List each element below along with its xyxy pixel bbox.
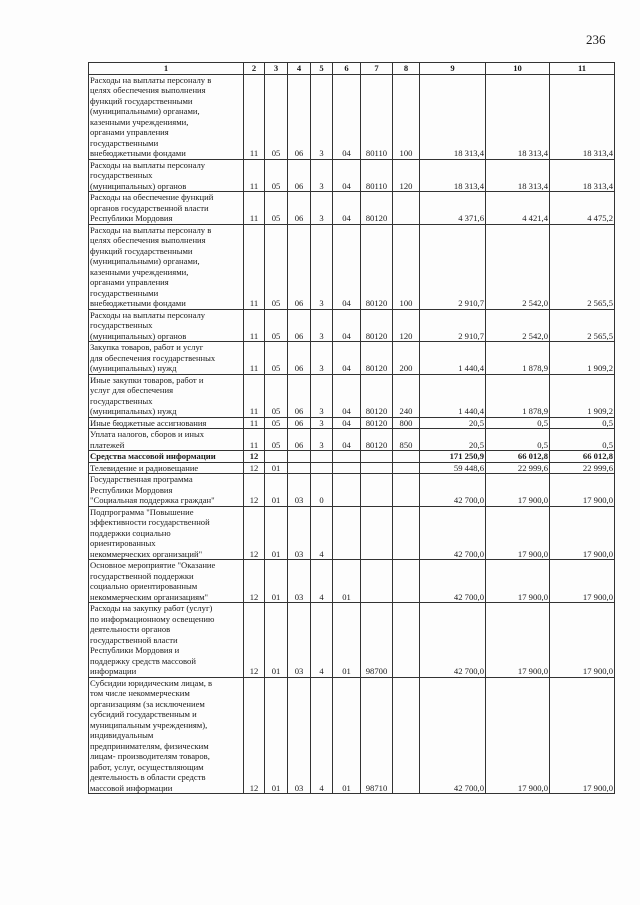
cell-col-11: 18 313,4 — [550, 159, 615, 192]
table-row — [89, 603, 615, 678]
cell-col-9: 59 448,6 — [420, 462, 486, 474]
cell-col-7 — [361, 451, 393, 463]
cell-col-8 — [393, 506, 420, 560]
cell-col-4 — [288, 451, 311, 463]
cell-col-5: 3 — [311, 74, 333, 159]
cell-col-11: 0,5 — [550, 429, 615, 451]
cell-col-10: 4 421,4 — [486, 192, 550, 225]
row-name: Расходы на обеспечение функций органов государственной власти Республики Мордовия — [89, 192, 244, 225]
table-row — [89, 224, 615, 309]
cell-col-2: 12 — [244, 451, 265, 463]
table-row — [89, 677, 615, 794]
cell-col-2: 11 — [244, 374, 265, 417]
table-row — [89, 451, 615, 463]
cell-col-6 — [333, 451, 361, 463]
cell-col-9: 20,5 — [420, 417, 486, 429]
table-row — [89, 342, 615, 375]
table-row — [89, 374, 615, 417]
cell-col-11: 66 012,8 — [550, 451, 615, 463]
cell-col-9: 42 700,0 — [420, 506, 486, 560]
cell-col-8: 800 — [393, 417, 420, 429]
cell-col-8 — [393, 462, 420, 474]
row-name: Расходы на выплаты персоналу государственных (муниципальных) органов — [89, 159, 244, 192]
cell-col-7: 80120 — [361, 342, 393, 375]
cell-col-2: 11 — [244, 74, 265, 159]
cell-col-6: 04 — [333, 192, 361, 225]
cell-col-3 — [265, 451, 288, 463]
page-number: 236 — [586, 32, 606, 47]
cell-col-6: 04 — [333, 342, 361, 375]
row-name: Расходы на выплаты персоналу государственных (муниципальных) органов — [89, 309, 244, 342]
cell-col-4: 06 — [288, 309, 311, 342]
cell-col-11: 17 900,0 — [550, 506, 615, 560]
column-header-2: 2 — [244, 63, 265, 75]
cell-col-7 — [361, 560, 393, 603]
cell-col-3: 05 — [265, 224, 288, 309]
cell-col-5 — [311, 451, 333, 463]
cell-col-5: 3 — [311, 159, 333, 192]
cell-col-2: 12 — [244, 677, 265, 794]
cell-col-7 — [361, 462, 393, 474]
cell-col-5 — [311, 462, 333, 474]
cell-col-10: 17 900,0 — [486, 603, 550, 678]
column-header-3: 3 — [265, 63, 288, 75]
cell-col-3: 05 — [265, 74, 288, 159]
cell-col-10: 2 542,0 — [486, 309, 550, 342]
cell-col-8 — [393, 192, 420, 225]
cell-col-9: 2 910,7 — [420, 224, 486, 309]
cell-col-5: 3 — [311, 309, 333, 342]
cell-col-2: 11 — [244, 417, 265, 429]
cell-col-7: 80110 — [361, 74, 393, 159]
header-row — [89, 63, 615, 75]
cell-col-7: 98710 — [361, 677, 393, 794]
row-name: Субсидии юридическим лицам, в том числе некоммерческим организациям (за исключением субсидий государственным и муниципальным учреждениям), индивидуальным предпринимателям, физическим лицам- производителям товаров, работ, услуг, осуществляющим деятельность в области средств массовой информации — [89, 677, 244, 794]
cell-col-11: 17 900,0 — [550, 603, 615, 678]
cell-col-6: 04 — [333, 374, 361, 417]
cell-col-7: 80120 — [361, 417, 393, 429]
cell-col-6: 04 — [333, 159, 361, 192]
cell-col-10: 2 542,0 — [486, 224, 550, 309]
cell-col-2: 11 — [244, 192, 265, 225]
cell-col-3: 05 — [265, 342, 288, 375]
cell-col-5: 4 — [311, 677, 333, 794]
cell-col-4: 06 — [288, 342, 311, 375]
cell-col-6: 01 — [333, 603, 361, 678]
cell-col-6 — [333, 474, 361, 507]
cell-col-3: 01 — [265, 560, 288, 603]
column-header-6: 6 — [333, 63, 361, 75]
row-name: Закупка товаров, работ и услуг для обеспечения государственных (муниципальных) нужд — [89, 342, 244, 375]
cell-col-3: 01 — [265, 677, 288, 794]
cell-col-8: 850 — [393, 429, 420, 451]
cell-col-5: 3 — [311, 224, 333, 309]
cell-col-6 — [333, 462, 361, 474]
cell-col-4: 06 — [288, 159, 311, 192]
cell-col-2: 11 — [244, 342, 265, 375]
cell-col-7 — [361, 474, 393, 507]
cell-col-11: 17 900,0 — [550, 560, 615, 603]
row-name: Государственная программа Республики Мордовия "Социальная поддержка граждан" — [89, 474, 244, 507]
row-name: Средства массовой информации — [89, 451, 244, 463]
table-row — [89, 309, 615, 342]
cell-col-2: 11 — [244, 309, 265, 342]
cell-col-7: 80120 — [361, 374, 393, 417]
table-row — [89, 74, 615, 159]
cell-col-8 — [393, 474, 420, 507]
cell-col-4: 03 — [288, 677, 311, 794]
cell-col-2: 11 — [244, 429, 265, 451]
cell-col-9: 1 440,4 — [420, 342, 486, 375]
budget-table — [88, 62, 615, 794]
cell-col-3: 01 — [265, 603, 288, 678]
cell-col-9: 171 250,9 — [420, 451, 486, 463]
cell-col-10: 17 900,0 — [486, 506, 550, 560]
row-name: Иные закупки товаров, работ и услуг для обеспечения государственных (муниципальных) нужд — [89, 374, 244, 417]
cell-col-10: 17 900,0 — [486, 677, 550, 794]
table-row — [89, 560, 615, 603]
row-name: Уплата налогов, сборов и иных платежей — [89, 429, 244, 451]
table-row — [89, 462, 615, 474]
table-row — [89, 417, 615, 429]
cell-col-7: 80110 — [361, 159, 393, 192]
cell-col-9: 42 700,0 — [420, 560, 486, 603]
row-name: Расходы на закупку работ (услуг) по информационному освещению деятельности органов государственной власти Республики Мордовия и поддержку средств массовой информации — [89, 603, 244, 678]
cell-col-5: 3 — [311, 192, 333, 225]
table-row — [89, 474, 615, 507]
cell-col-6: 04 — [333, 224, 361, 309]
cell-col-8: 100 — [393, 74, 420, 159]
column-header-7: 7 — [361, 63, 393, 75]
cell-col-9: 42 700,0 — [420, 677, 486, 794]
cell-col-9: 18 313,4 — [420, 74, 486, 159]
column-header-1: 1 — [89, 63, 244, 75]
cell-col-2: 12 — [244, 462, 265, 474]
cell-col-5: 3 — [311, 374, 333, 417]
cell-col-3: 01 — [265, 474, 288, 507]
column-header-4: 4 — [288, 63, 311, 75]
table-body — [89, 74, 615, 794]
row-name: Расходы на выплаты персоналу в целях обеспечения выполнения функций государственными (муниципальными) органами, казенными учреждениями, органами управления государственными внебюджетными фондами — [89, 74, 244, 159]
cell-col-8: 200 — [393, 342, 420, 375]
cell-col-11: 18 313,4 — [550, 74, 615, 159]
cell-col-10: 18 313,4 — [486, 74, 550, 159]
cell-col-10: 66 012,8 — [486, 451, 550, 463]
cell-col-11: 22 999,6 — [550, 462, 615, 474]
cell-col-5: 0 — [311, 474, 333, 507]
column-header-9: 9 — [420, 63, 486, 75]
cell-col-7: 80120 — [361, 224, 393, 309]
cell-col-8 — [393, 451, 420, 463]
cell-col-5: 3 — [311, 342, 333, 375]
cell-col-3: 05 — [265, 429, 288, 451]
column-header-8: 8 — [393, 63, 420, 75]
cell-col-5: 3 — [311, 429, 333, 451]
cell-col-9: 4 371,6 — [420, 192, 486, 225]
cell-col-8: 120 — [393, 309, 420, 342]
cell-col-8: 120 — [393, 159, 420, 192]
cell-col-3: 01 — [265, 506, 288, 560]
cell-col-4: 06 — [288, 192, 311, 225]
cell-col-7: 80120 — [361, 192, 393, 225]
cell-col-8 — [393, 603, 420, 678]
cell-col-10: 0,5 — [486, 417, 550, 429]
cell-col-8: 240 — [393, 374, 420, 417]
cell-col-11: 2 565,5 — [550, 224, 615, 309]
cell-col-10: 17 900,0 — [486, 474, 550, 507]
cell-col-3: 05 — [265, 192, 288, 225]
cell-col-11: 0,5 — [550, 417, 615, 429]
cell-col-3: 05 — [265, 417, 288, 429]
cell-col-4: 03 — [288, 560, 311, 603]
cell-col-6: 01 — [333, 560, 361, 603]
row-name: Иные бюджетные ассигнования — [89, 417, 244, 429]
cell-col-6: 04 — [333, 429, 361, 451]
cell-col-6: 04 — [333, 74, 361, 159]
cell-col-4: 06 — [288, 224, 311, 309]
cell-col-10: 17 900,0 — [486, 560, 550, 603]
cell-col-4: 06 — [288, 417, 311, 429]
cell-col-9: 20,5 — [420, 429, 486, 451]
row-name: Основное мероприятие "Оказание государственной поддержки социально ориентированным некоммерческим организациям" — [89, 560, 244, 603]
cell-col-10: 18 313,4 — [486, 159, 550, 192]
cell-col-4: 03 — [288, 603, 311, 678]
cell-col-2: 11 — [244, 159, 265, 192]
cell-col-9: 2 910,7 — [420, 309, 486, 342]
cell-col-11: 17 900,0 — [550, 474, 615, 507]
cell-col-2: 11 — [244, 224, 265, 309]
cell-col-4: 06 — [288, 429, 311, 451]
cell-col-6: 04 — [333, 309, 361, 342]
cell-col-10: 1 878,9 — [486, 342, 550, 375]
cell-col-3: 05 — [265, 374, 288, 417]
cell-col-6: 04 — [333, 417, 361, 429]
cell-col-8 — [393, 677, 420, 794]
table-row — [89, 192, 615, 225]
cell-col-6: 01 — [333, 677, 361, 794]
cell-col-9: 1 440,4 — [420, 374, 486, 417]
cell-col-2: 12 — [244, 560, 265, 603]
cell-col-11: 1 909,2 — [550, 342, 615, 375]
cell-col-2: 12 — [244, 603, 265, 678]
cell-col-7: 80120 — [361, 309, 393, 342]
column-header-10: 10 — [486, 63, 550, 75]
row-name: Расходы на выплаты персоналу в целях обеспечения выполнения функций государственными (муниципальными) органами, казенными учреждениями, органами управления государственными внебюджетными фондами — [89, 224, 244, 309]
cell-col-11: 1 909,2 — [550, 374, 615, 417]
cell-col-6 — [333, 506, 361, 560]
cell-col-5: 4 — [311, 560, 333, 603]
cell-col-11: 2 565,5 — [550, 309, 615, 342]
cell-col-7: 98700 — [361, 603, 393, 678]
cell-col-8: 100 — [393, 224, 420, 309]
cell-col-3: 05 — [265, 309, 288, 342]
column-header-11: 11 — [550, 63, 615, 75]
row-name: Телевидение и радиовещание — [89, 462, 244, 474]
cell-col-3: 05 — [265, 159, 288, 192]
cell-col-10: 0,5 — [486, 429, 550, 451]
table-row — [89, 506, 615, 560]
cell-col-9: 42 700,0 — [420, 603, 486, 678]
cell-col-11: 17 900,0 — [550, 677, 615, 794]
table-row — [89, 429, 615, 451]
cell-col-4: 06 — [288, 74, 311, 159]
cell-col-9: 42 700,0 — [420, 474, 486, 507]
cell-col-5: 4 — [311, 603, 333, 678]
cell-col-10: 22 999,6 — [486, 462, 550, 474]
cell-col-5: 4 — [311, 506, 333, 560]
cell-col-2: 12 — [244, 474, 265, 507]
cell-col-11: 4 475,2 — [550, 192, 615, 225]
cell-col-10: 1 878,9 — [486, 374, 550, 417]
cell-col-8 — [393, 560, 420, 603]
cell-col-4 — [288, 462, 311, 474]
cell-col-7: 80120 — [361, 429, 393, 451]
cell-col-9: 18 313,4 — [420, 159, 486, 192]
column-header-5: 5 — [311, 63, 333, 75]
row-name: Подпрограмма "Повышение эффективности государственной поддержки социально ориентированных некоммерческих организаций" — [89, 506, 244, 560]
cell-col-3: 01 — [265, 462, 288, 474]
table-row — [89, 159, 615, 192]
cell-col-2: 12 — [244, 506, 265, 560]
cell-col-4: 03 — [288, 474, 311, 507]
cell-col-4: 03 — [288, 506, 311, 560]
cell-col-7 — [361, 506, 393, 560]
cell-col-4: 06 — [288, 374, 311, 417]
cell-col-5: 3 — [311, 417, 333, 429]
